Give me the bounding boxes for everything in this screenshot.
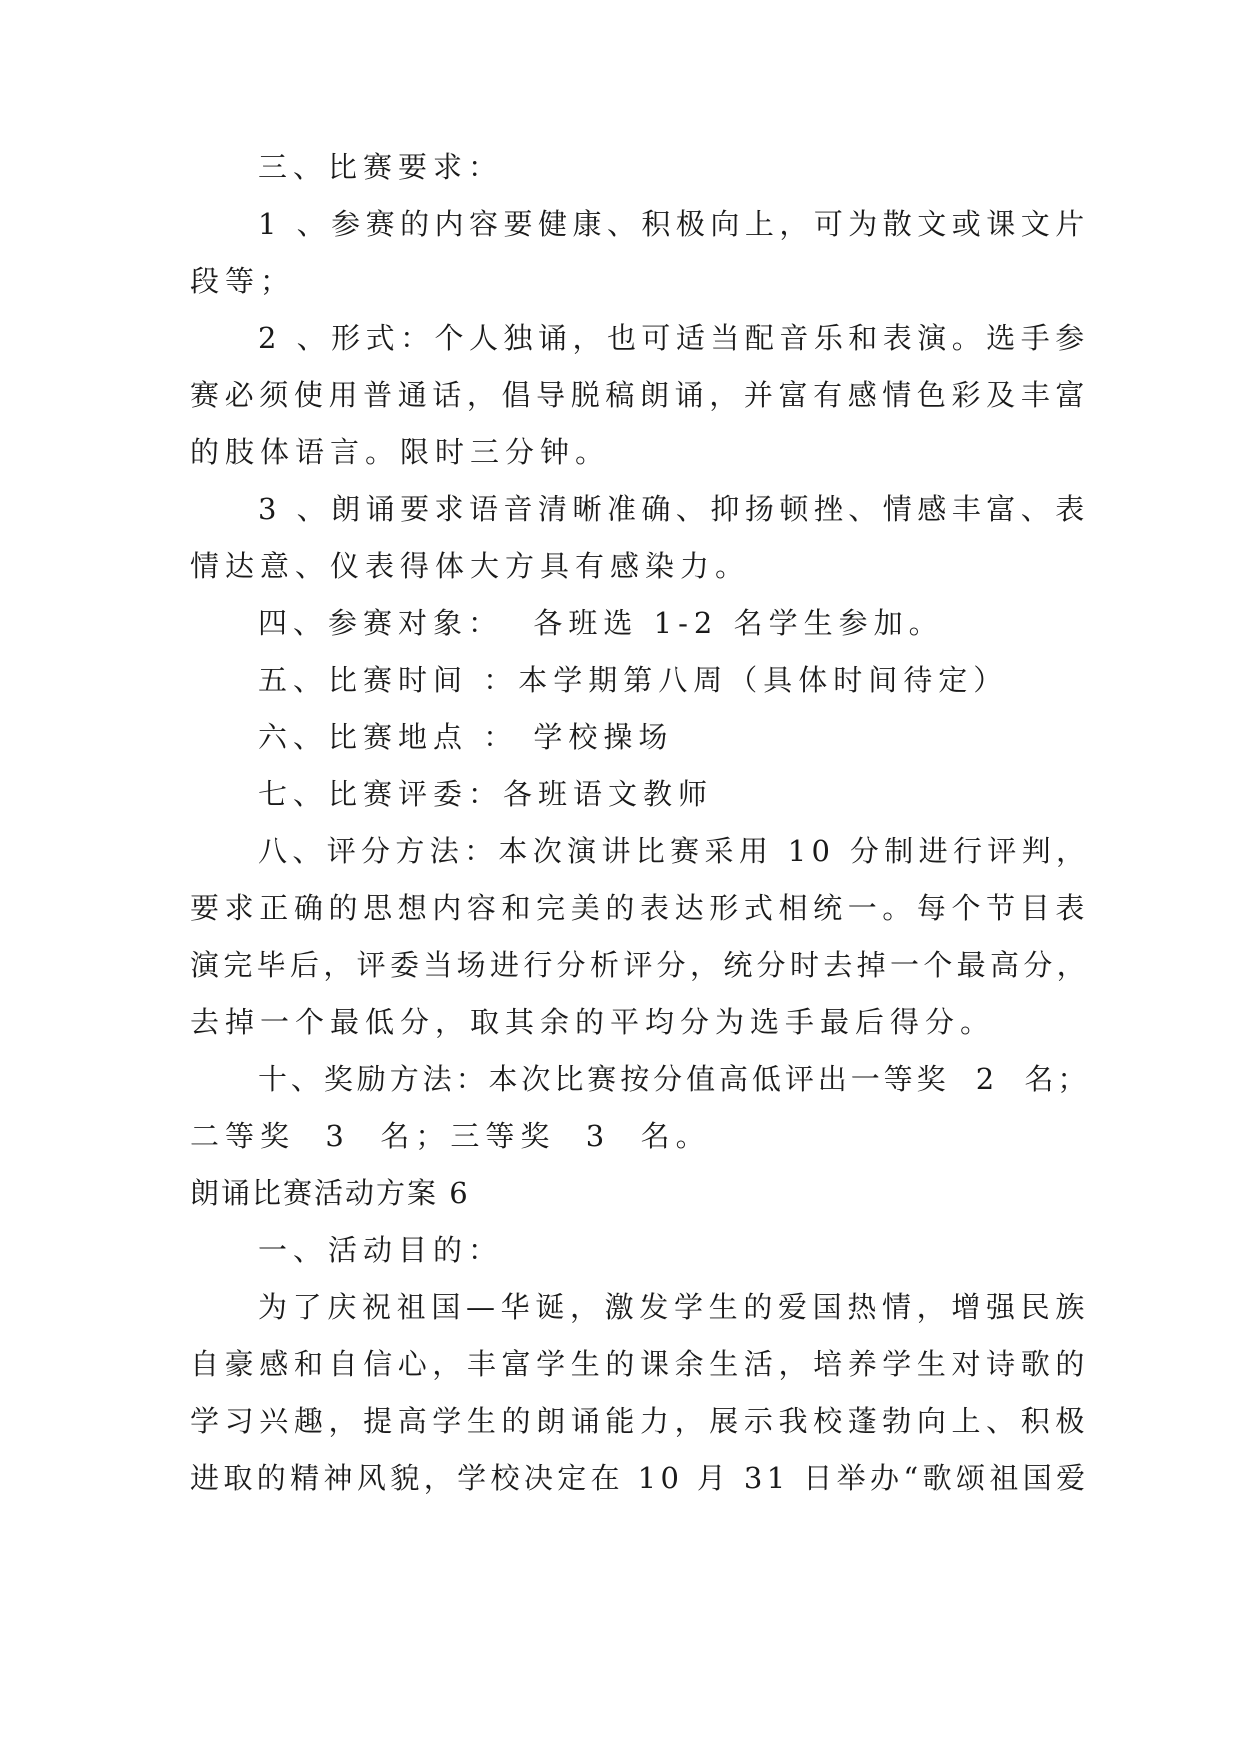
text-line: 去掉一个最低分，取其余的平均分为选手最后得分。 bbox=[190, 1005, 996, 1039]
text-line: 2 、形式：个人独诵，也可适当配音乐和表演。选手参 bbox=[258, 321, 1090, 355]
text-line: 的肢体语言。限时三分钟。 bbox=[190, 435, 611, 469]
text-line: 赛必须使用普通话，倡导脱稿朗诵，并富有感情色彩及丰富 bbox=[190, 378, 1091, 412]
text-line: 四、参赛对象： 各班选 1-2 名学生参加。 bbox=[258, 606, 944, 640]
text-line: 三、比赛要求： bbox=[258, 150, 504, 184]
text-line: 情达意、仪表得体大方具有感染力。 bbox=[190, 549, 751, 583]
section-heading: 朗诵比赛活动方案 6 bbox=[190, 1176, 470, 1210]
text-line: 自豪感和自信心，丰富学生的课余生活，培养学生对诗歌的 bbox=[190, 1347, 1091, 1381]
text-line: 八、评分方法：本次演讲比赛采用 10 分制进行评判， bbox=[258, 834, 1091, 868]
text-line: 五、比赛时间 ：本学期第八周（具体时间待定） bbox=[258, 663, 1009, 697]
text-line: 3 、朗诵要求语音清晰准确、抑扬顿挫、情感丰富、表 bbox=[258, 492, 1090, 526]
text-line: 1 、参赛的内容要健康、积极向上，可为散文或课文片 bbox=[258, 207, 1090, 241]
text-line: 段等； bbox=[190, 264, 296, 298]
text-line: 演完毕后，评委当场进行分析评分，统分时去掉一个最高分， bbox=[190, 948, 1091, 982]
text-line: 一、活动目的： bbox=[258, 1233, 504, 1267]
text-line: 进取的精神风貌，学校决定在 10 月 31 日举办“歌颂祖国爱 bbox=[190, 1461, 1090, 1495]
text-line: 二等奖 3 名；三等奖 3 名。 bbox=[190, 1119, 711, 1153]
text-line: 七、比赛评委：各班语文教师 bbox=[258, 777, 714, 811]
text-line: 学习兴趣，提高学生的朗诵能力，展示我校蓬勃向上、积极 bbox=[190, 1404, 1091, 1438]
text-line: 六、比赛地点 ： 学校操场 bbox=[258, 720, 674, 754]
text-line: 十、奖励方法：本次比赛按分值高低评出一等奖 2 名； bbox=[258, 1062, 1091, 1096]
text-line: 为了庆祝祖国—华诞，激发学生的爱国热情，增强民族 bbox=[258, 1290, 1091, 1324]
text-line: 要求正确的思想内容和完美的表达形式相统一。每个节目表 bbox=[190, 891, 1091, 925]
